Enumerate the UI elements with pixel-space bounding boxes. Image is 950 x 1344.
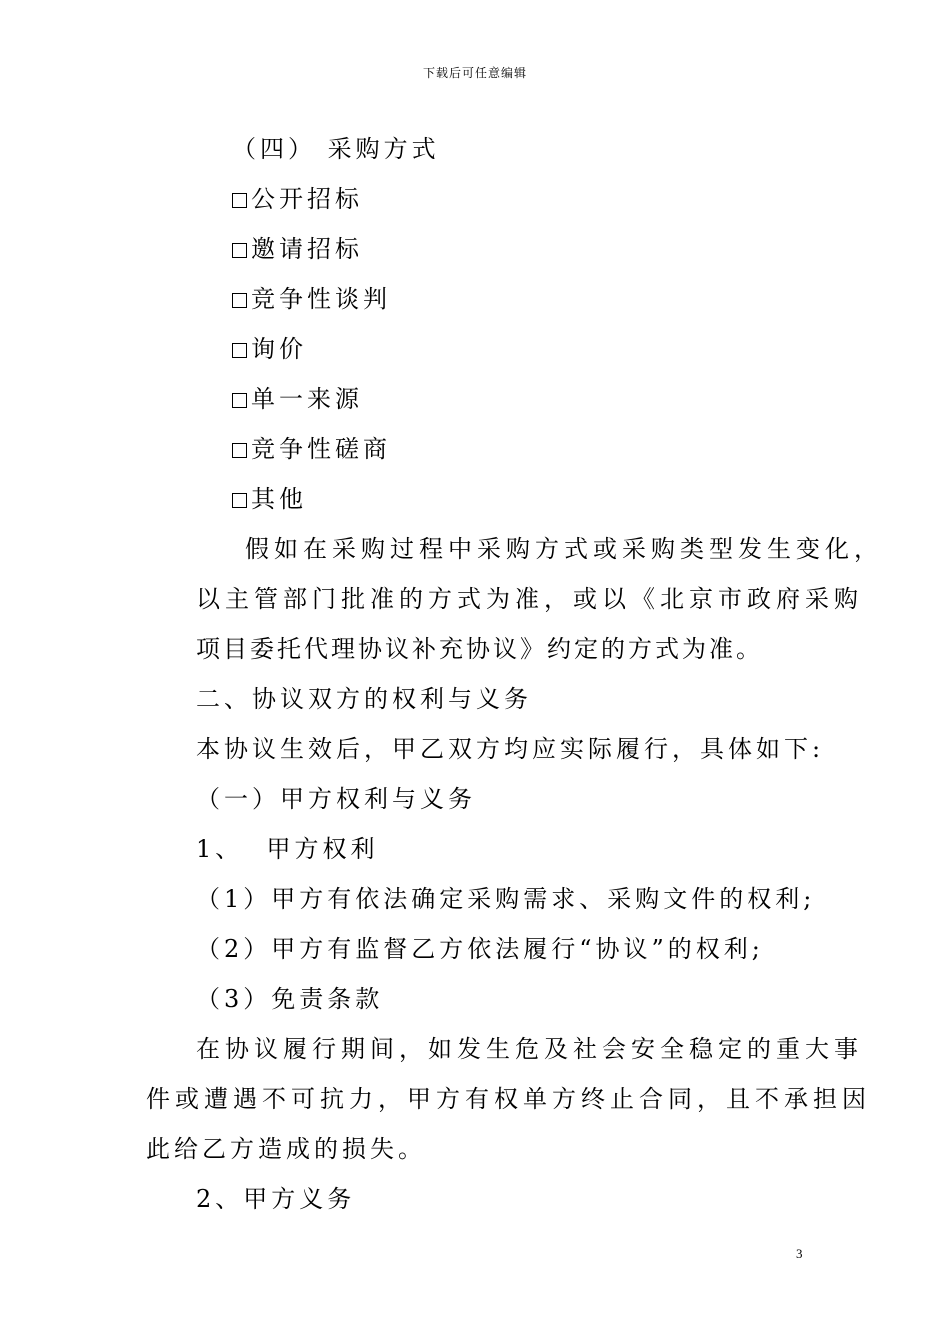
option-item[interactable] <box>232 383 363 415</box>
option-label: 询价 <box>251 335 307 363</box>
option-label: 单一来源 <box>251 385 363 413</box>
paragraph-line: 在协议履行期间，如发生危及社会安全稳定的重大事 <box>196 1035 863 1063</box>
checkbox-icon[interactable] <box>232 243 247 258</box>
item-heading: 1、 甲方权利 <box>196 835 379 863</box>
option-item[interactable] <box>232 183 363 215</box>
paragraph-line: 项目委托代理协议补充协议》约定的方式为准。 <box>196 635 763 663</box>
heading: 二、协议双方的权利与义务 <box>196 685 532 713</box>
checkbox-icon[interactable] <box>232 193 247 208</box>
option-label: 竞争性磋商 <box>251 435 391 463</box>
option-label: 竞争性谈判 <box>251 285 391 313</box>
page-number: 3 <box>796 1246 803 1261</box>
checkbox-icon[interactable] <box>232 343 247 358</box>
right-item: （2）甲方有监督乙方依法履行“协议”的权利; <box>196 935 764 963</box>
intro-text: 本协议生效后，甲乙双方均应实际履行，具体如下: <box>196 735 825 763</box>
subsection-title: （一）甲方权利与义务 <box>196 785 476 813</box>
option-item[interactable] <box>232 483 307 515</box>
right-item: （3）免责条款 <box>196 985 384 1013</box>
checkbox-icon[interactable] <box>232 493 247 508</box>
item-heading: 2、甲方义务 <box>196 1185 356 1213</box>
section-title: （四） 采购方式 <box>232 135 440 163</box>
checkbox-icon[interactable] <box>232 443 247 458</box>
option-label: 邀请招标 <box>251 235 363 263</box>
option-item[interactable] <box>232 333 307 365</box>
right-item: （1）甲方有依法确定采购需求、采购文件的权利; <box>196 885 816 913</box>
checkbox-icon[interactable] <box>232 393 247 408</box>
option-item[interactable] <box>232 233 363 265</box>
option-item[interactable] <box>232 283 391 315</box>
page-header: 下载后可任意编辑 <box>422 66 527 80</box>
option-label: 公开招标 <box>251 185 363 213</box>
paragraph-line: 此给乙方造成的损失。 <box>146 1135 426 1163</box>
paragraph-line: 以主管部门批准的方式为准，或以《北京市政府采购 <box>196 585 863 613</box>
option-label: 其他 <box>251 485 307 513</box>
checkbox-icon[interactable] <box>232 293 247 308</box>
option-item[interactable] <box>232 433 391 465</box>
paragraph-line: 假如在采购过程中采购方式或采购类型发生变化， <box>245 535 883 563</box>
paragraph-line: 件或遭遇不可抗力，甲方有权单方终止合同，且不承担因 <box>146 1085 871 1113</box>
